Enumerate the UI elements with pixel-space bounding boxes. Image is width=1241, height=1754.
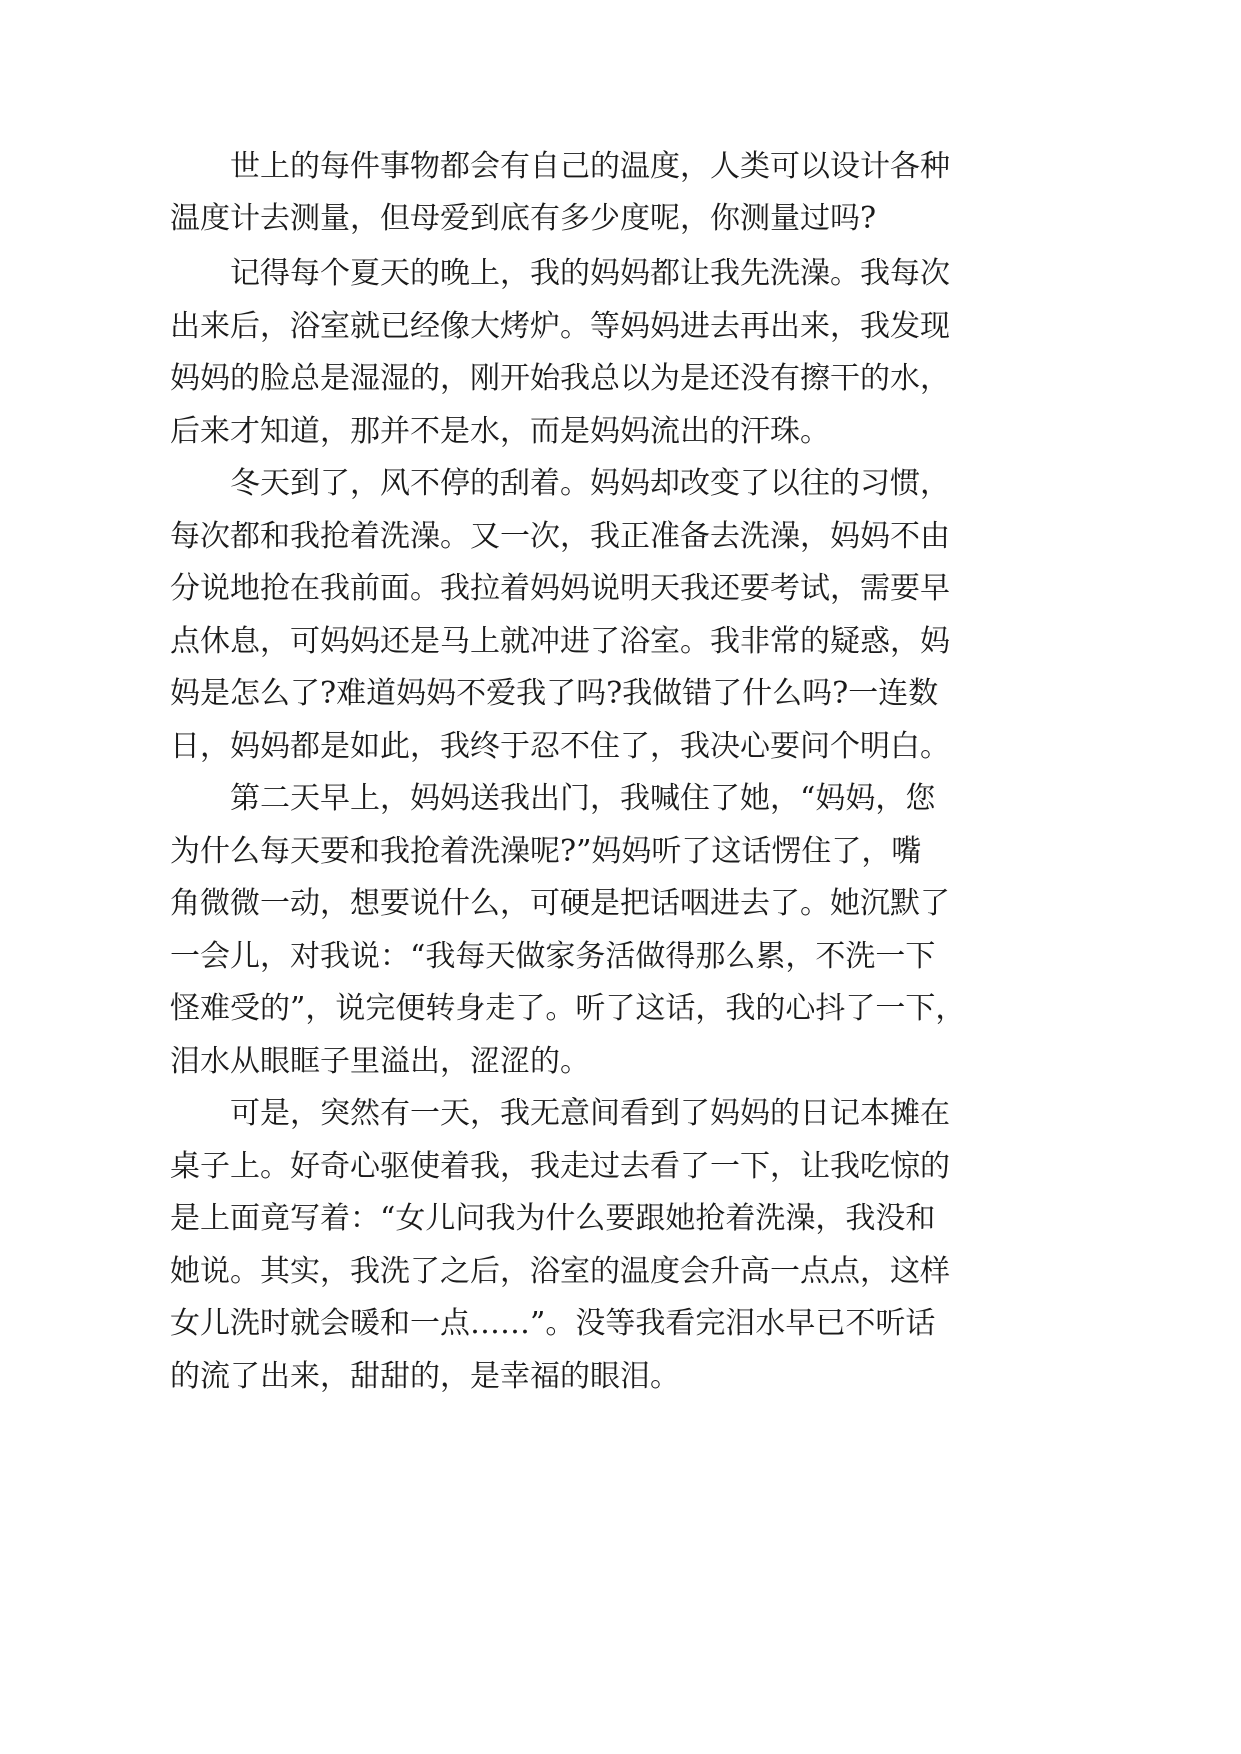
text-line: 点休息，可妈妈还是马上就冲进了浴室。我非常的疑惑，妈 xyxy=(170,624,950,659)
text-line: 女儿洗时就会暖和一点……”。没等我看完泪水早已不听话 xyxy=(170,1306,936,1341)
text-line: 妈是怎么了?难道妈妈不爱我了吗?我做错了什么吗?一连数 xyxy=(170,676,939,711)
text-line: 桌子上。好奇心驱使着我，我走过去看了一下，让我吃惊的 xyxy=(170,1149,950,1184)
text-line: 泪水从眼眶子里溢出，涩涩的。 xyxy=(170,1044,590,1079)
text-line: 她说。其实，我洗了之后，浴室的温度会升高一点点，这样 xyxy=(170,1254,950,1289)
text-line: 的流了出来，甜甜的，是幸福的眼泪。 xyxy=(170,1359,680,1394)
text-line: 每次都和我抢着洗澡。又一次，我正准备去洗澡，妈妈不由 xyxy=(170,519,950,554)
text-line: 为什么每天要和我抢着洗澡呢?”妈妈听了这话愣住了，嘴 xyxy=(170,834,922,869)
text-line: 分说地抢在我前面。我拉着妈妈说明天我还要考试，需要早 xyxy=(170,571,950,606)
text-line: 可是，突然有一天，我无意间看到了妈妈的日记本摊在 xyxy=(230,1096,950,1131)
text-line: 后来才知道，那并不是水，而是妈妈流出的汗珠。 xyxy=(170,414,830,449)
text-line: 怪难受的”，说完便转身走了。听了这话，我的心抖了一下， xyxy=(170,991,966,1026)
text-line: 温度计去测量，但母爱到底有多少度呢，你测量过吗? xyxy=(170,201,877,236)
text-line: 记得每个夏天的晚上，我的妈妈都让我先洗澡。我每次 xyxy=(230,256,950,291)
text-line: 是上面竟写着：“女儿问我为什么要跟她抢着洗澡，我没和 xyxy=(170,1201,936,1236)
text-line: 出来后，浴室就已经像大烤炉。等妈妈进去再出来，我发现 xyxy=(170,309,950,344)
text-line: 第二天早上，妈妈送我出门，我喊住了她，“妈妈，您 xyxy=(230,781,936,816)
text-line: 冬天到了，风不停的刮着。妈妈却改变了以往的习惯， xyxy=(230,466,950,501)
text-line: 一会儿，对我说：“我每天做家务活做得那么累，不洗一下 xyxy=(170,939,936,974)
text-line: 妈妈的脸总是湿湿的，刚开始我总以为是还没有擦干的水， xyxy=(170,361,950,396)
text-line: 角微微一动，想要说什么，可硬是把话咽进去了。她沉默了 xyxy=(170,886,950,921)
text-line: 日，妈妈都是如此，我终于忍不住了，我决心要问个明白。 xyxy=(170,729,950,764)
text-line: 世上的每件事物都会有自己的温度，人类可以设计各种 xyxy=(230,149,950,184)
